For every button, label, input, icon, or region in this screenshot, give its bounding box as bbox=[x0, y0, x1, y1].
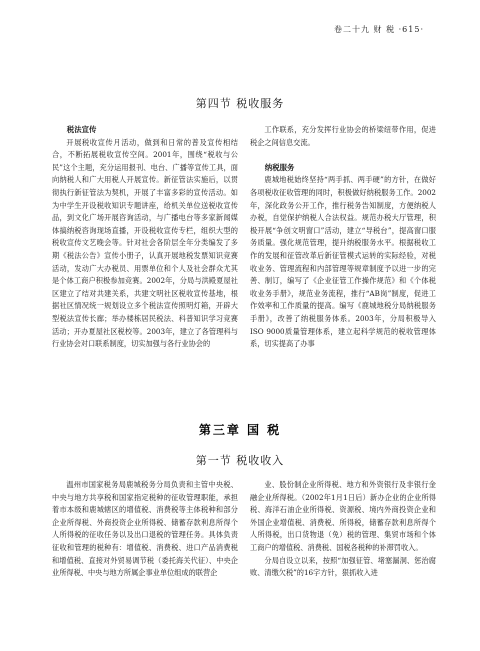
paragraph: 分局自设立以来，按照“加强征管、堵塞漏洞、惩治腐败、清缴欠税”的16字方针，狠抓收入进 bbox=[250, 555, 436, 578]
paragraph: 工作联系，充分发挥行业协会的桥梁纽带作用，促进税企之间信息交流。 bbox=[250, 125, 436, 147]
paragraph: 鹿城地税始终坚持“两手抓、两手硬”的方针，在做好各项税收征收管理的同时，积极做好纳税服务工作。2002年，深化政务公开工作，推行税务告知制度，方便纳税人办税，自觉保护纳税人合法权益。规范办税大厅管理，积极开展“争创文明窗口”活动，建立“导税台”，提高窗口服务质量。强化规范管理，提升纳税服务水平。根据税收工作的发展和征管改革后新征管模式运转的实际经验，对税收业务、管理流程和内部管理等规章制度予以进一步的完善、制订，编写了《企业征管工作操作规范》和《个体税收业务手册》，规范业务流程，推行“AB岗”制度，促进工作效率和工作质量的提高。编写《鹿城地税分局纳税服务手册》，改善了纳税服务体系。2003年，分局积极导入ISO 9000质量管理体系，建立起科学规范的税收管理体系，切实提高了办事 bbox=[250, 175, 436, 349]
subheading-tax-service: 纳税服务 bbox=[264, 162, 295, 172]
paragraph: 业、股份制企业所得税、地方和外资银行及非银行金融企业所得税。（2002年1月1日后）新办企业的企业所得税、海洋石油企业所得税、资源税、境内外商投资企业和外国企业增值税、消费税、所得税，储蓄存款利息所得个人所得税，出口货物退（免）税的管理、集贸市场和个体工商户的增值税、消费税、国税各税种的补滞罚收入。 bbox=[250, 480, 436, 552]
right-column-section4 bbox=[250, 124, 436, 351]
left-column-section4 bbox=[52, 124, 238, 351]
left-column-section1 bbox=[52, 479, 238, 580]
subheading-tax-publicity: 税法宣传 bbox=[66, 125, 97, 134]
chapter-title: 第三章 国 税 bbox=[198, 423, 282, 437]
section-title: 第一节 税收收入 bbox=[195, 454, 285, 467]
right-column-section1 bbox=[250, 479, 436, 580]
section-title: 第四节 税收服务 bbox=[195, 97, 285, 110]
paragraph: 温州市国家税务局鹿城税务分局负责和主管中央税、中央与地方共享税和国家指定税种的征收管理职能，承担着市本级和鹿城辖区的增值税、消费税等主体税种和部分企业所得税、外商投资企业所得税、储蓄存款利息所得个人所得税的征收任务以及出口退税的管理任务。具体负责征收和管理的税种有：增值税、消费税、进口产品消费税和增值税、直接对外贸易调节税（委托海关代征）、中央企业所得税、中央与地方所属企事业单位组成的联营企 bbox=[52, 480, 238, 578]
running-head: 卷二十九 财 税 ·615· bbox=[334, 25, 424, 34]
paragraph: 开展税收宣传月活动，做到和日常的普及宣传相结合，不断拓展税收宣传空间。2001年，围绕“税收与公民”这个主题，充分运用报刊、电台、广播等宣传工具，面向纳税人和广大用税人开展宣传。新征管法实施后，以贯彻执行新征管法为契机，开展了丰富多彩的宣传活动。如为中学生开设税收知识专题讲座，给机关单位送税收宣传品，到文化广场开展咨询活动，与广播电台等多家新闻媒体搞纳税咨询现场直播，开设税收宣传专栏，组织大型的税收宣传文艺晚会等。针对社会各阶层全年分类编发了多期《税法公告》宣传小册子，认真开展地税发票知识竞赛活动，发动广大办税员、用票单位和个人及社会群众尤其是个体工商户积极参加竞赛。2002年，分局与洪殿夏屋社区建立了结对共建关系，共建文明社区税收宣传基地，根据社区情况统一规划设立多个税法宣传照明灯箱，开辟大型税法宣传长廊；举办楼栋居民税法、科普知识学习竞赛活动；开办夏屋社区税校等。2003年，建立了各管理科与行业协会对口联系制度，切实加强与各行业协会的 bbox=[52, 137, 238, 349]
